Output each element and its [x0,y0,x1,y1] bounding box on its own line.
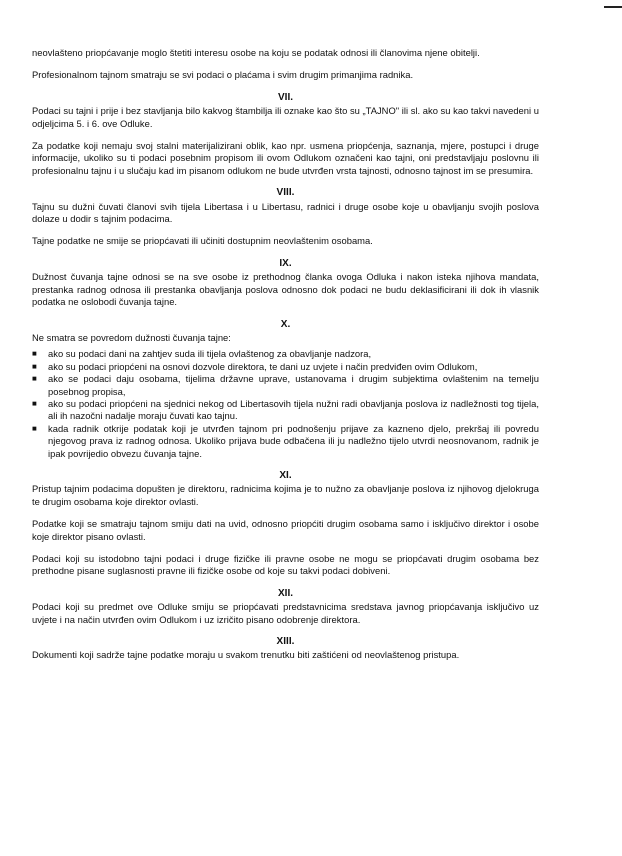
list-item [32,373,539,398]
list-item-text: ako su podaci priopćeni na sjednici nekog od Libertasovih tijela nužni radi obavljanja poslova iz nadležnosti tog tijela, ali ih nazočni nadalje moraju čuvati kao tajnu. [48,397,539,422]
section-xi-paragraph-1: Pristup tajnim podacima dopušten je direktoru, radnicima kojima je to nužno za obavljanje poslova iz njihovog djelokruga te drugim osobama koje direktor ovlasti. [32,483,539,507]
document-page [32,47,539,672]
square-bullet-icon: ■ [32,361,37,371]
section-x-intro: Ne smatra se povredom dužnosti čuvanja tajne: [32,331,231,343]
paragraph-professional-secret: Profesionalnom tajnom smatraju se svi podaci o plaćama i svim drugim primanjima radnika. [32,69,414,81]
section-heading-xiii: XIII. [276,636,295,648]
section-heading-viii: VIII. [276,187,295,199]
list-item-text: ako su podaci dani na zahtjev suda ili tijela ovlaštenog za obavljanje nadzora, [48,348,372,360]
section-viii-paragraph-2: Tajne podatke ne smije se priopćavati ili učiniti dostupnim neovlaštenim osobama. [32,235,373,247]
section-x-list [32,348,539,460]
section-heading-vii: VII. [277,91,294,103]
list-item-text: ako se podaci daju osobama, tijelima državne uprave, ustanovama i drugim subjektima ovlaštenim na temelju posebnog propisa, [48,373,539,397]
section-xii-paragraph-1: Podaci koji su predmet ove Odluke smiju se priopćavati predstavnicima sredstava javnog priopćavanja isključivo uz uvjete i na način utvrđen ovim Odlukom i uz izričito pisano odobrenje direktora. [32,601,539,625]
square-bullet-icon: ■ [32,349,37,359]
section-heading-xii: XII. [277,587,294,599]
list-item [32,361,539,373]
square-bullet-icon: ■ [32,374,37,384]
section-xiii-paragraph-1: Dokumenti koji sadrže tajne podatke moraju u svakom trenutku biti zaštićeni od neovlaštenog pristupa. [32,649,460,661]
section-heading-xi: XI. [279,469,292,481]
section-xi-paragraph-3: Podaci koji su istodobno tajni podaci i druge fizičke ili pravne osobe ne mogu se priopćavati drugim osobama bez prethodne pisane suglasnosti pravne ili fizičke osobe od koje su takvi podaci dobiveni. [32,553,539,577]
section-heading-x: X. [280,318,291,330]
section-xi-paragraph-2: Podatke koji se smatraju tajnom smiju dati na uvid, odnosno priopćiti drugim osobama samo i isključivo direktor i osobe koje direktor pisano ovlasti. [32,518,539,542]
section-vii-paragraph-2: Za podatke koji nemaju svoj stalni materijalizirani oblik, kao npr. usmena priopćenja, saznanja, mjere, postupci i druge informacije, ukoliko su ti podaci posebnim propisom ili ovom Odlukom označeni kao tajni, oni predstavljaju poslovnu ili profesionalnu tajnu i u slučaju kad im pisanom odlukom ne bude utvrđen vrsta tajnosti, odnosno tajnost im se presumira. [32,140,539,176]
section-vii-paragraph-1: Podaci su tajni i prije i bez stavljanja bilo kakvog štambilja ili oznake kao što su „TAJNO" ili sl. ako su kao takvi navedeni u odjeljcima 5. i 6. ove Odluke. [32,105,539,129]
list-item [32,398,539,423]
square-bullet-icon: ■ [32,398,37,408]
list-item-text: ako su podaci priopćeni na osnovi dozvole direktora, te dani uz uvjete i način predviđen ovim Odlukom, [48,360,478,372]
list-item [32,423,539,460]
section-heading-ix: IX. [279,257,292,269]
scan-edge-mark [604,6,622,8]
square-bullet-icon: ■ [32,423,37,433]
section-ix-paragraph-1: Dužnost čuvanja tajne odnosi se na sve osobe iz prethodnog članka ovoga Odluka i nakon isteka njihova mandata, prestanka radnog odnosa ili prestanka obavljanja poslova odnosno dok podaci ne budu deklasificirani ili dok ih vlasnik podatka ne oslobodi čuvanja tajne. [32,271,539,308]
section-viii-paragraph-1: Tajnu su dužni čuvati članovi svih tijela Libertasa i u Libertasu, radnici i druge osobe koje u obavljanju svojih poslova dolaze u dodir s tajnim podacima. [32,200,539,225]
list-item [32,348,539,360]
list-item-text: kada radnik otkrije podatak koji je utvrđen tajnom pri podnošenju prijave za kazneno djelo, prekršaj ili povredu njegovog prava iz radnog odnosa. Ukoliko prijava bude odbačena ili ju nadležno tijelo utvrdi neosnovanom, radnik je ipak povrijedio obvezu čuvanja tajne. [48,422,539,459]
paragraph-continuation: neovlašteno priopćavanje moglo štetiti interesu osobe na koju se podatak odnosi ili članovima njene obitelji. [32,47,480,58]
